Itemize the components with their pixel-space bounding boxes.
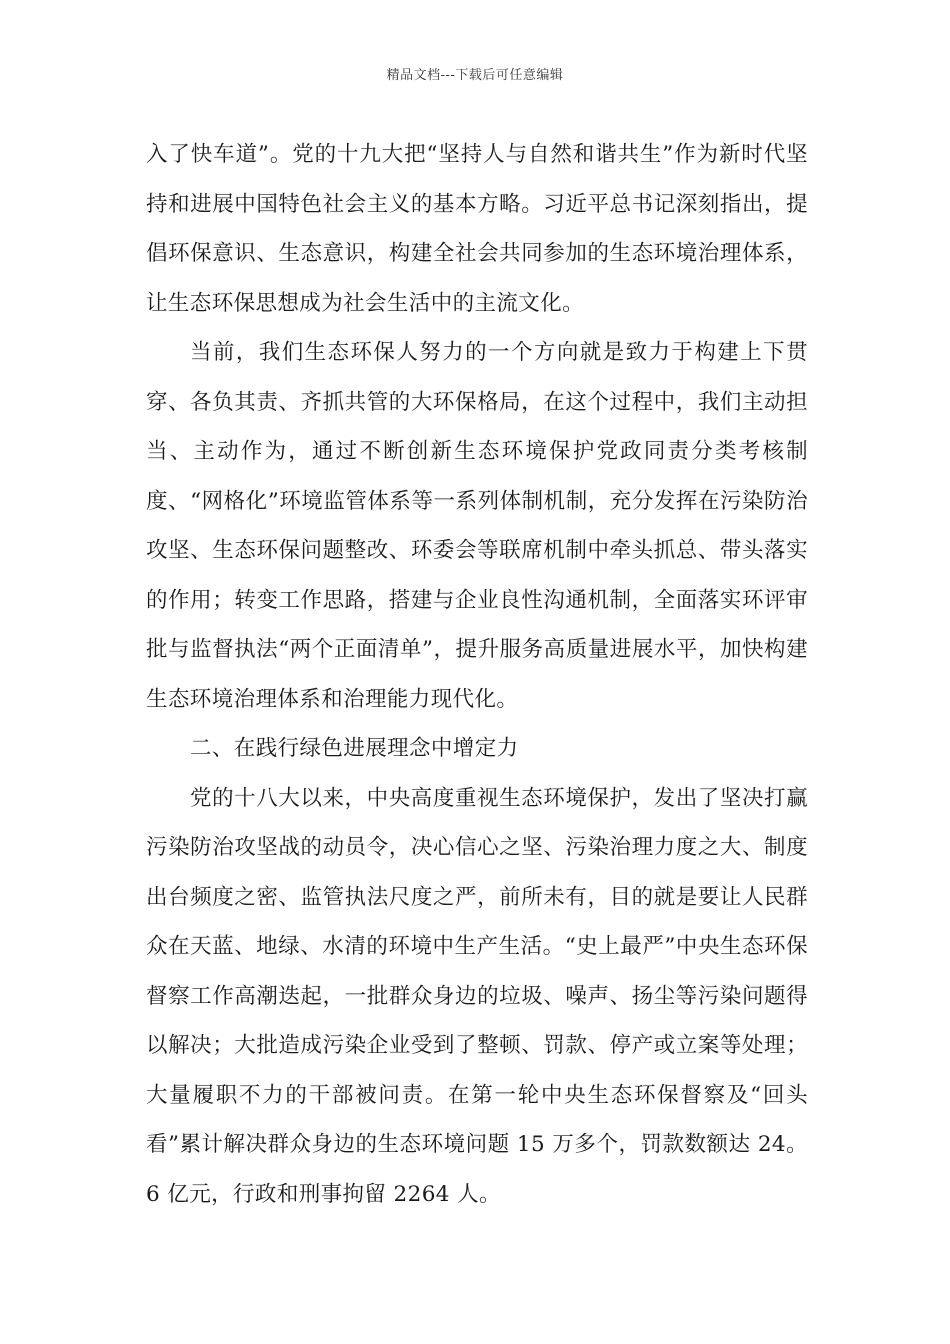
page-header: 精品文档---下载后可任意编辑 (386, 68, 564, 83)
paragraph-since-18th-congress: 党的十八大以来，中央高度重视生态环境保护，发出了坚决打赢污染防治攻坚战的动员令，决心信心之坚、污染治理力度之大、制度出台频度之密、监管执法尺度之严，前所未有，目的就是要让人民群众在天蓝、地绿、水清的环境中生产生活。“史上最严”中央生态环保督察工作高潮迭起，一批群众身边的垃圾、噪声、扬尘等污染问题得以解决；大批造成污染企业受到了整顿、罚款、停产或立案等处理；大量履职不力的干部被问责。在第一轮中央生态环保督察及“回头看”累计解决群众身边的生态环境问题 15 万多个，罚款数额达 24。6 亿元，行政和刑事拘留 2264 人。 (146, 785, 808, 1207)
document-body (146, 130, 808, 1219)
paragraph-continuation: 入了快车道”。党的十九大把“坚持人与自然和谐共生”作为新时代坚持和进展中国特色社会主义的基本方略。习近平总书记深刻指出，提倡环保意识、生态意识，构建全社会共同参加的生态环境治理体系，让生态环保思想成为社会生活中的主流文化。 (146, 142, 808, 316)
paragraph-current-direction: 当前，我们生态环保人努力的一个方向就是致力于构建上下贯穿、各负其责、齐抓共管的大环保格局，在这个过程中，我们主动担当、主动作为，通过不断创新生态环境保护党政同责分类考核制度、“网格化”环境监管体系等一系列体制机制，充分发挥在污染防治攻坚、生态环保问题整改、环委会等联席机制中牵头抓总、带头落实的作用；转变工作思路，搭建与企业良性沟通机制，全面落实环评审批与监督执法“两个正面清单”，提升服务高质量进展水平，加快构建生态环境治理体系和治理能力现代化。 (146, 340, 808, 712)
section-heading: 二、在践行绿色进展理念中增定力 (190, 736, 519, 761)
